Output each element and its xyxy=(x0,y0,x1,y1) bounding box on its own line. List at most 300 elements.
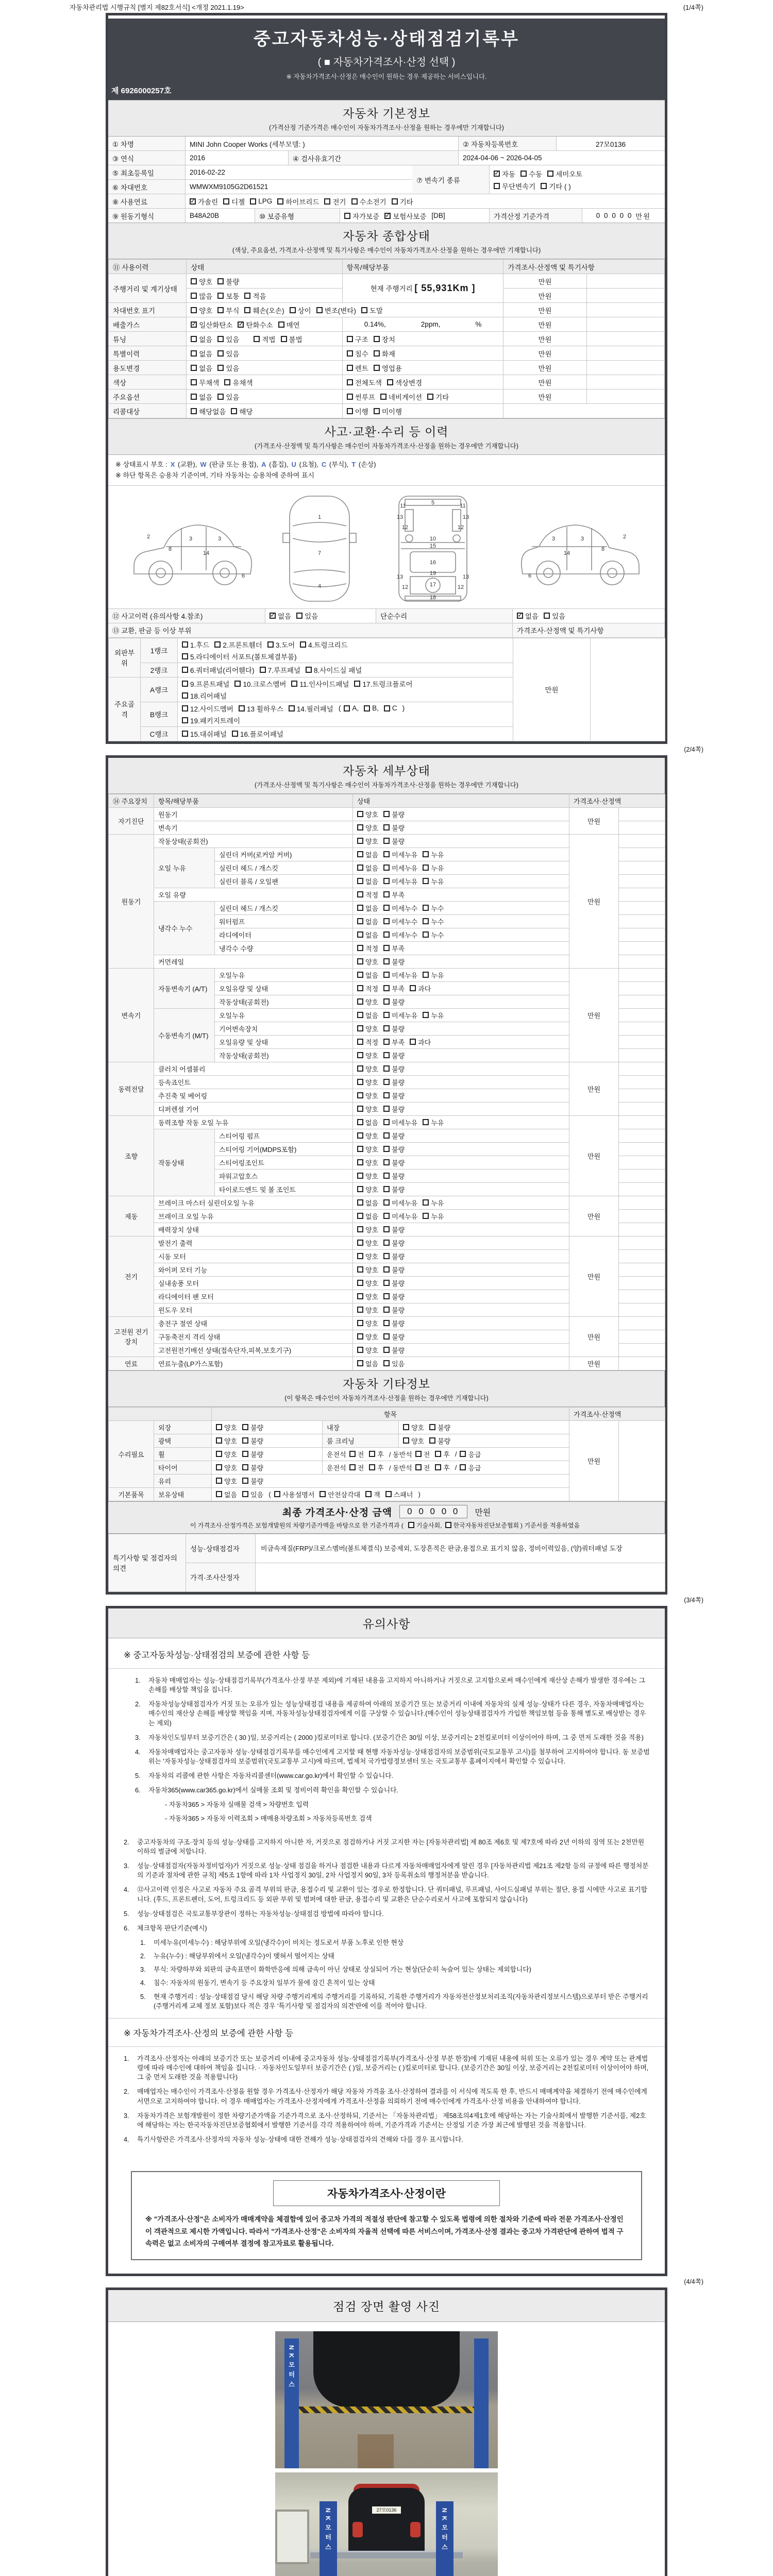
checkbox-option[interactable] xyxy=(190,196,218,207)
checkbox-icon[interactable] xyxy=(357,1266,363,1273)
checkbox-option[interactable] xyxy=(191,392,212,402)
checkbox-icon[interactable] xyxy=(357,1079,363,1085)
checkbox-icon[interactable] xyxy=(383,1347,390,1353)
checkbox-option[interactable] xyxy=(544,611,565,621)
checkbox-option[interactable] xyxy=(403,1422,424,1432)
checkbox-icon[interactable] xyxy=(383,1333,390,1340)
checkbox-option[interactable] xyxy=(357,1024,378,1033)
checkbox-option[interactable] xyxy=(191,377,219,387)
checkbox-option[interactable] xyxy=(191,348,212,359)
checkbox-option[interactable] xyxy=(254,334,275,344)
checkbox-icon[interactable] xyxy=(369,1464,375,1470)
checkbox-icon[interactable] xyxy=(182,641,188,648)
checkbox-icon[interactable] xyxy=(254,336,260,342)
checkbox-icon[interactable] xyxy=(214,641,221,648)
checkbox-option[interactable] xyxy=(541,181,571,191)
checkbox-icon[interactable] xyxy=(267,641,274,648)
checkbox-icon[interactable] xyxy=(520,171,527,177)
checkbox-icon[interactable] xyxy=(182,717,188,723)
checkbox-icon[interactable] xyxy=(357,1052,363,1058)
checkbox-option[interactable] xyxy=(384,704,397,712)
checkbox-option[interactable] xyxy=(383,1064,405,1074)
checkbox-option[interactable] xyxy=(383,863,417,873)
checkbox-icon[interactable] xyxy=(250,198,256,205)
checkbox-option[interactable] xyxy=(383,1117,417,1127)
checkbox-option[interactable] xyxy=(383,1184,405,1194)
checkbox-icon[interactable] xyxy=(357,1226,363,1232)
checkbox-icon[interactable] xyxy=(357,838,363,844)
checkbox-option[interactable] xyxy=(357,836,378,846)
checkbox-option[interactable] xyxy=(357,1037,378,1047)
checkbox-option[interactable] xyxy=(357,917,378,926)
checkbox-icon[interactable] xyxy=(349,1451,356,1457)
checkbox-option[interactable] xyxy=(415,1449,430,1459)
checkbox-option[interactable] xyxy=(357,930,378,940)
checkbox-icon[interactable] xyxy=(347,408,353,414)
checkbox-icon[interactable] xyxy=(357,985,363,991)
checkbox-option[interactable] xyxy=(547,168,582,179)
checkbox-option[interactable] xyxy=(423,876,444,886)
checkbox-option[interactable] xyxy=(357,809,378,819)
checkbox-icon[interactable] xyxy=(383,1173,390,1179)
checkbox-icon[interactable] xyxy=(216,1437,222,1444)
checkbox-icon[interactable] xyxy=(357,1012,363,1018)
checkbox-option[interactable] xyxy=(429,1422,450,1432)
checkbox-option[interactable] xyxy=(357,1198,378,1208)
checkbox-option[interactable] xyxy=(296,611,318,621)
checkbox-option[interactable] xyxy=(423,1117,444,1127)
checkbox-icon[interactable] xyxy=(357,1240,363,1246)
checkbox-checked-icon[interactable] xyxy=(384,213,391,219)
checkbox-icon[interactable] xyxy=(383,905,390,911)
checkbox-icon[interactable] xyxy=(423,1119,429,1125)
checkbox-option[interactable] xyxy=(357,876,378,886)
checkbox-option[interactable] xyxy=(423,903,444,913)
checkbox-option[interactable] xyxy=(415,1463,430,1472)
checkbox-icon[interactable] xyxy=(383,1307,390,1313)
checkbox-option[interactable] xyxy=(242,1463,263,1472)
checkbox-icon[interactable] xyxy=(547,171,553,177)
checkbox-option[interactable] xyxy=(423,1010,444,1020)
checkbox-icon[interactable] xyxy=(344,705,350,711)
checkbox-icon[interactable] xyxy=(357,1025,363,1031)
checkbox-option[interactable] xyxy=(216,1436,237,1446)
checkbox-option[interactable] xyxy=(383,1345,405,1355)
checkbox-option[interactable] xyxy=(357,1171,378,1181)
checkbox-icon[interactable] xyxy=(383,1092,390,1098)
checkbox-option[interactable] xyxy=(383,1305,405,1315)
checkbox-icon[interactable] xyxy=(260,667,266,673)
checkbox-icon[interactable] xyxy=(357,958,363,964)
checkbox-option[interactable] xyxy=(347,363,368,373)
checkbox-icon[interactable] xyxy=(383,918,390,924)
checkbox-icon[interactable] xyxy=(306,667,312,673)
checkbox-option[interactable] xyxy=(383,1292,405,1301)
checkbox-icon[interactable] xyxy=(383,1106,390,1112)
checkbox-option[interactable] xyxy=(216,1476,237,1486)
checkbox-option[interactable] xyxy=(383,1104,405,1114)
checkbox-icon[interactable] xyxy=(403,1437,409,1444)
checkbox-icon[interactable] xyxy=(494,183,500,189)
checkbox-icon[interactable] xyxy=(408,1522,414,1528)
checkbox-option[interactable] xyxy=(347,406,368,416)
checkbox-icon[interactable] xyxy=(429,1424,435,1430)
checkbox-icon[interactable] xyxy=(383,1213,390,1219)
checkbox-icon[interactable] xyxy=(357,851,363,857)
checkbox-option[interactable] xyxy=(423,917,444,926)
checkbox-option[interactable] xyxy=(216,1449,237,1459)
checkbox-option[interactable] xyxy=(383,1144,405,1154)
checkbox-option[interactable] xyxy=(383,1359,405,1368)
checkbox-option[interactable] xyxy=(423,863,444,873)
checkbox-icon[interactable] xyxy=(357,1092,363,1098)
checkbox-icon[interactable] xyxy=(357,1293,363,1299)
checkbox-option[interactable] xyxy=(380,392,422,402)
checkbox-checked-icon[interactable] xyxy=(190,198,196,205)
checkbox-option[interactable] xyxy=(383,890,405,900)
checkbox-option[interactable] xyxy=(357,1359,378,1368)
checkbox-option[interactable] xyxy=(357,1238,378,1248)
checkbox-icon[interactable] xyxy=(216,1464,222,1470)
checkbox-option[interactable] xyxy=(383,823,405,833)
checkbox-option[interactable] xyxy=(383,1010,417,1020)
checkbox-icon[interactable] xyxy=(242,1451,248,1457)
checkbox-option[interactable] xyxy=(344,211,379,221)
checkbox-icon[interactable] xyxy=(242,1424,248,1430)
checkbox-option[interactable] xyxy=(494,168,515,179)
checkbox-icon[interactable] xyxy=(216,1478,222,1484)
checkbox-icon[interactable] xyxy=(349,1464,356,1470)
checkbox-icon[interactable] xyxy=(383,1186,390,1192)
checkbox-option[interactable] xyxy=(270,611,291,621)
checkbox-option[interactable] xyxy=(216,1463,237,1472)
checkbox-icon[interactable] xyxy=(410,1039,416,1045)
checkbox-option[interactable] xyxy=(460,1463,481,1472)
checkbox-icon[interactable] xyxy=(224,379,230,385)
checkbox-icon[interactable] xyxy=(191,408,197,414)
checkbox-icon[interactable] xyxy=(357,972,363,978)
checkbox-option[interactable] xyxy=(383,1332,405,1342)
checkbox-icon[interactable] xyxy=(392,198,398,205)
checkbox-option[interactable] xyxy=(351,196,386,207)
checkbox-icon[interactable] xyxy=(374,408,380,414)
checkbox-icon[interactable] xyxy=(357,1253,363,1259)
checkbox-option[interactable] xyxy=(520,168,542,179)
checkbox-icon[interactable] xyxy=(435,1464,441,1470)
checkbox-option[interactable] xyxy=(427,392,449,402)
checkbox-option[interactable] xyxy=(242,1436,263,1446)
checkbox-icon[interactable] xyxy=(357,1307,363,1313)
checkbox-option[interactable] xyxy=(281,334,303,344)
checkbox-option[interactable] xyxy=(383,1024,405,1033)
checkbox-icon[interactable] xyxy=(357,1159,363,1165)
checkbox-icon[interactable] xyxy=(383,838,390,844)
checkbox-icon[interactable] xyxy=(357,865,363,871)
checkbox-option[interactable] xyxy=(383,943,405,953)
checkbox-option[interactable] xyxy=(347,377,382,387)
checkbox-icon[interactable] xyxy=(383,1280,390,1286)
checkbox-option[interactable] xyxy=(277,196,319,207)
checkbox-option[interactable] xyxy=(383,917,417,926)
checkbox-icon[interactable] xyxy=(383,931,390,938)
checkbox-icon[interactable] xyxy=(191,365,197,371)
checkbox-icon[interactable] xyxy=(357,1347,363,1353)
checkbox-option[interactable] xyxy=(357,1292,378,1301)
checkbox-option[interactable] xyxy=(383,1091,405,1100)
checkbox-icon[interactable] xyxy=(296,613,303,619)
checkbox-option[interactable] xyxy=(383,1318,405,1328)
checkbox-icon[interactable] xyxy=(383,958,390,964)
checkbox-icon[interactable] xyxy=(427,394,433,400)
checkbox-option[interactable] xyxy=(214,639,262,650)
checkbox-option[interactable] xyxy=(217,392,239,402)
checkbox-option[interactable] xyxy=(232,728,283,739)
checkbox-icon[interactable] xyxy=(357,1199,363,1206)
checkbox-icon[interactable] xyxy=(357,1039,363,1045)
checkbox-option[interactable] xyxy=(383,957,405,967)
checkbox-icon[interactable] xyxy=(217,293,224,299)
checkbox-checked-icon[interactable] xyxy=(191,321,197,328)
checkbox-option[interactable] xyxy=(357,957,378,967)
checkbox-icon[interactable] xyxy=(374,336,380,342)
checkbox-option[interactable] xyxy=(349,1449,364,1459)
checkbox-option[interactable] xyxy=(347,392,375,402)
checkbox-icon[interactable] xyxy=(357,905,363,911)
checkbox-icon[interactable] xyxy=(544,613,550,619)
checkbox-option[interactable] xyxy=(383,1251,405,1261)
checkbox-icon[interactable] xyxy=(383,1039,390,1045)
checkbox-option[interactable] xyxy=(369,1449,384,1459)
checkbox-icon[interactable] xyxy=(357,878,363,884)
checkbox-icon[interactable] xyxy=(423,865,429,871)
checkbox-icon[interactable] xyxy=(244,307,250,313)
checkbox-icon[interactable] xyxy=(182,667,188,673)
checkbox-icon[interactable] xyxy=(380,394,386,400)
checkbox-icon[interactable] xyxy=(316,307,323,313)
checkbox-option[interactable] xyxy=(383,836,405,846)
checkbox-icon[interactable] xyxy=(277,198,283,205)
checkbox-icon[interactable] xyxy=(217,365,224,371)
checkbox-option[interactable] xyxy=(383,1225,405,1234)
checkbox-icon[interactable] xyxy=(278,321,284,328)
checkbox-icon[interactable] xyxy=(383,1159,390,1165)
checkbox-option[interactable] xyxy=(217,334,239,344)
checkbox-icon[interactable] xyxy=(347,336,353,342)
checkbox-icon[interactable] xyxy=(234,681,241,687)
checkbox-option[interactable] xyxy=(383,1211,417,1221)
checkbox-icon[interactable] xyxy=(423,1012,429,1018)
checkbox-option[interactable] xyxy=(349,1463,364,1472)
checkbox-icon[interactable] xyxy=(191,278,197,284)
checkbox-option[interactable] xyxy=(357,823,378,833)
checkbox-icon[interactable] xyxy=(385,1491,392,1497)
checkbox-icon[interactable] xyxy=(182,681,188,687)
checkbox-option[interactable] xyxy=(182,703,233,714)
checkbox-option[interactable] xyxy=(238,319,273,330)
checkbox-option[interactable] xyxy=(384,211,426,221)
checkbox-icon[interactable] xyxy=(383,851,390,857)
checkbox-icon[interactable] xyxy=(242,1437,248,1444)
checkbox-option[interactable] xyxy=(357,1345,378,1355)
checkbox-option[interactable] xyxy=(374,334,395,344)
checkbox-option[interactable] xyxy=(260,665,300,675)
checkbox-option[interactable] xyxy=(357,863,378,873)
checkbox-icon[interactable] xyxy=(351,198,358,205)
checkbox-icon[interactable] xyxy=(357,1065,363,1072)
checkbox-option[interactable] xyxy=(274,1489,315,1499)
checkbox-icon[interactable] xyxy=(357,1173,363,1179)
checkbox-icon[interactable] xyxy=(357,1320,363,1326)
checkbox-icon[interactable] xyxy=(347,394,353,400)
checkbox-icon[interactable] xyxy=(217,394,224,400)
checkbox-option[interactable] xyxy=(191,363,212,373)
checkbox-icon[interactable] xyxy=(357,1132,363,1139)
checkbox-icon[interactable] xyxy=(242,1464,248,1470)
checkbox-option[interactable] xyxy=(182,651,297,662)
checkbox-icon[interactable] xyxy=(374,350,380,357)
checkbox-icon[interactable] xyxy=(357,931,363,938)
checkbox-icon[interactable] xyxy=(357,824,363,831)
checkbox-option[interactable] xyxy=(182,665,255,675)
checkbox-option[interactable] xyxy=(369,1463,384,1472)
checkbox-icon[interactable] xyxy=(324,198,330,205)
checkbox-option[interactable] xyxy=(357,1318,378,1328)
checkbox-option[interactable] xyxy=(494,181,535,191)
checkbox-icon[interactable] xyxy=(383,1052,390,1058)
checkbox-icon[interactable] xyxy=(383,1199,390,1206)
checkbox-icon[interactable] xyxy=(347,365,353,371)
checkbox-icon[interactable] xyxy=(191,350,197,357)
checkbox-option[interactable] xyxy=(383,1050,405,1060)
checkbox-option[interactable] xyxy=(383,1265,405,1275)
checkbox-option[interactable] xyxy=(383,1131,405,1141)
checkbox-option[interactable] xyxy=(357,1010,378,1020)
checkbox-option[interactable] xyxy=(354,679,412,689)
checkbox-option[interactable] xyxy=(357,1332,378,1342)
checkbox-icon[interactable] xyxy=(383,972,390,978)
checkbox-option[interactable] xyxy=(242,1422,263,1432)
checkbox-icon[interactable] xyxy=(383,878,390,884)
checkbox-icon[interactable] xyxy=(383,1360,390,1366)
checkbox-option[interactable] xyxy=(460,1449,481,1459)
checkbox-option[interactable] xyxy=(242,1476,263,1486)
checkbox-option[interactable] xyxy=(357,1211,378,1221)
checkbox-option[interactable] xyxy=(357,1225,378,1234)
checkbox-option[interactable] xyxy=(242,1489,263,1499)
checkbox-icon[interactable] xyxy=(383,1253,390,1259)
checkbox-option[interactable] xyxy=(387,377,422,387)
checkbox-checked-icon[interactable] xyxy=(270,613,276,619)
checkbox-option[interactable] xyxy=(361,305,383,315)
checkbox-icon[interactable] xyxy=(182,705,188,711)
checkbox-icon[interactable] xyxy=(383,865,390,871)
checkbox-icon[interactable] xyxy=(423,851,429,857)
checkbox-option[interactable] xyxy=(383,809,405,819)
checkbox-option[interactable] xyxy=(239,703,283,714)
checkbox-icon[interactable] xyxy=(357,891,363,897)
checkbox-option[interactable] xyxy=(223,196,245,207)
checkbox-icon[interactable] xyxy=(191,336,197,342)
checkbox-icon[interactable] xyxy=(383,1293,390,1299)
checkbox-icon[interactable] xyxy=(383,891,390,897)
checkbox-option[interactable] xyxy=(231,406,253,416)
checkbox-icon[interactable] xyxy=(383,1240,390,1246)
checkbox-checked-icon[interactable] xyxy=(517,613,523,619)
checkbox-option[interactable] xyxy=(191,319,232,330)
checkbox-option[interactable] xyxy=(291,679,349,689)
checkbox-icon[interactable] xyxy=(365,1491,372,1497)
checkbox-option[interactable] xyxy=(429,1436,450,1446)
checkbox-option[interactable] xyxy=(244,305,284,315)
checkbox-option[interactable] xyxy=(383,997,405,1007)
checkbox-icon[interactable] xyxy=(383,998,390,1005)
checkbox-option[interactable] xyxy=(217,363,239,373)
checkbox-option[interactable] xyxy=(244,291,266,301)
checkbox-checked-icon[interactable] xyxy=(494,171,500,177)
checkbox-icon[interactable] xyxy=(383,1132,390,1139)
checkbox-option[interactable] xyxy=(383,970,417,980)
checkbox-icon[interactable] xyxy=(357,1119,363,1125)
checkbox-icon[interactable] xyxy=(374,365,380,371)
checkbox-icon[interactable] xyxy=(357,811,363,817)
checkbox-option[interactable] xyxy=(182,690,227,701)
checkbox-icon[interactable] xyxy=(415,1451,422,1457)
checkbox-icon[interactable] xyxy=(232,731,238,737)
checkbox-option[interactable] xyxy=(517,611,539,621)
checkbox-option[interactable] xyxy=(357,1131,378,1141)
checkbox-option[interactable] xyxy=(357,984,378,993)
checkbox-icon[interactable] xyxy=(369,1451,375,1457)
checkbox-option[interactable] xyxy=(278,319,300,330)
checkbox-option[interactable] xyxy=(234,679,286,689)
checkbox-option[interactable] xyxy=(357,1050,378,1060)
checkbox-icon[interactable] xyxy=(429,1437,435,1444)
checkbox-icon[interactable] xyxy=(216,1424,222,1430)
checkbox-option[interactable] xyxy=(383,1158,405,1167)
checkbox-option[interactable] xyxy=(423,850,444,859)
checkbox-option[interactable] xyxy=(423,1211,444,1221)
checkbox-option[interactable] xyxy=(217,348,239,359)
checkbox-icon[interactable] xyxy=(384,705,390,711)
checkbox-option[interactable] xyxy=(250,197,272,205)
checkbox-icon[interactable] xyxy=(383,1119,390,1125)
checkbox-option[interactable] xyxy=(383,850,417,859)
checkbox-icon[interactable] xyxy=(182,731,188,737)
checkbox-icon[interactable] xyxy=(354,681,360,687)
checkbox-option[interactable] xyxy=(374,363,402,373)
checkbox-icon[interactable] xyxy=(423,878,429,884)
checkbox-icon[interactable] xyxy=(383,1320,390,1326)
checkbox-icon[interactable] xyxy=(300,641,306,648)
checkbox-option[interactable] xyxy=(383,1077,405,1087)
checkbox-icon[interactable] xyxy=(357,1360,363,1366)
checkbox-option[interactable] xyxy=(357,1091,378,1100)
checkbox-option[interactable] xyxy=(320,1489,360,1499)
checkbox-icon[interactable] xyxy=(239,705,245,711)
checkbox-option[interactable] xyxy=(357,1077,378,1087)
checkbox-option[interactable] xyxy=(242,1449,263,1459)
checkbox-option[interactable] xyxy=(357,1184,378,1194)
checkbox-icon[interactable] xyxy=(217,278,224,284)
checkbox-option[interactable] xyxy=(385,1489,413,1499)
checkbox-icon[interactable] xyxy=(387,379,393,385)
checkbox-icon[interactable] xyxy=(383,824,390,831)
checkbox-icon[interactable] xyxy=(357,1280,363,1286)
checkbox-icon[interactable] xyxy=(191,379,197,385)
checkbox-option[interactable] xyxy=(357,903,378,913)
checkbox-option[interactable] xyxy=(392,196,413,207)
checkbox-option[interactable] xyxy=(267,639,295,650)
